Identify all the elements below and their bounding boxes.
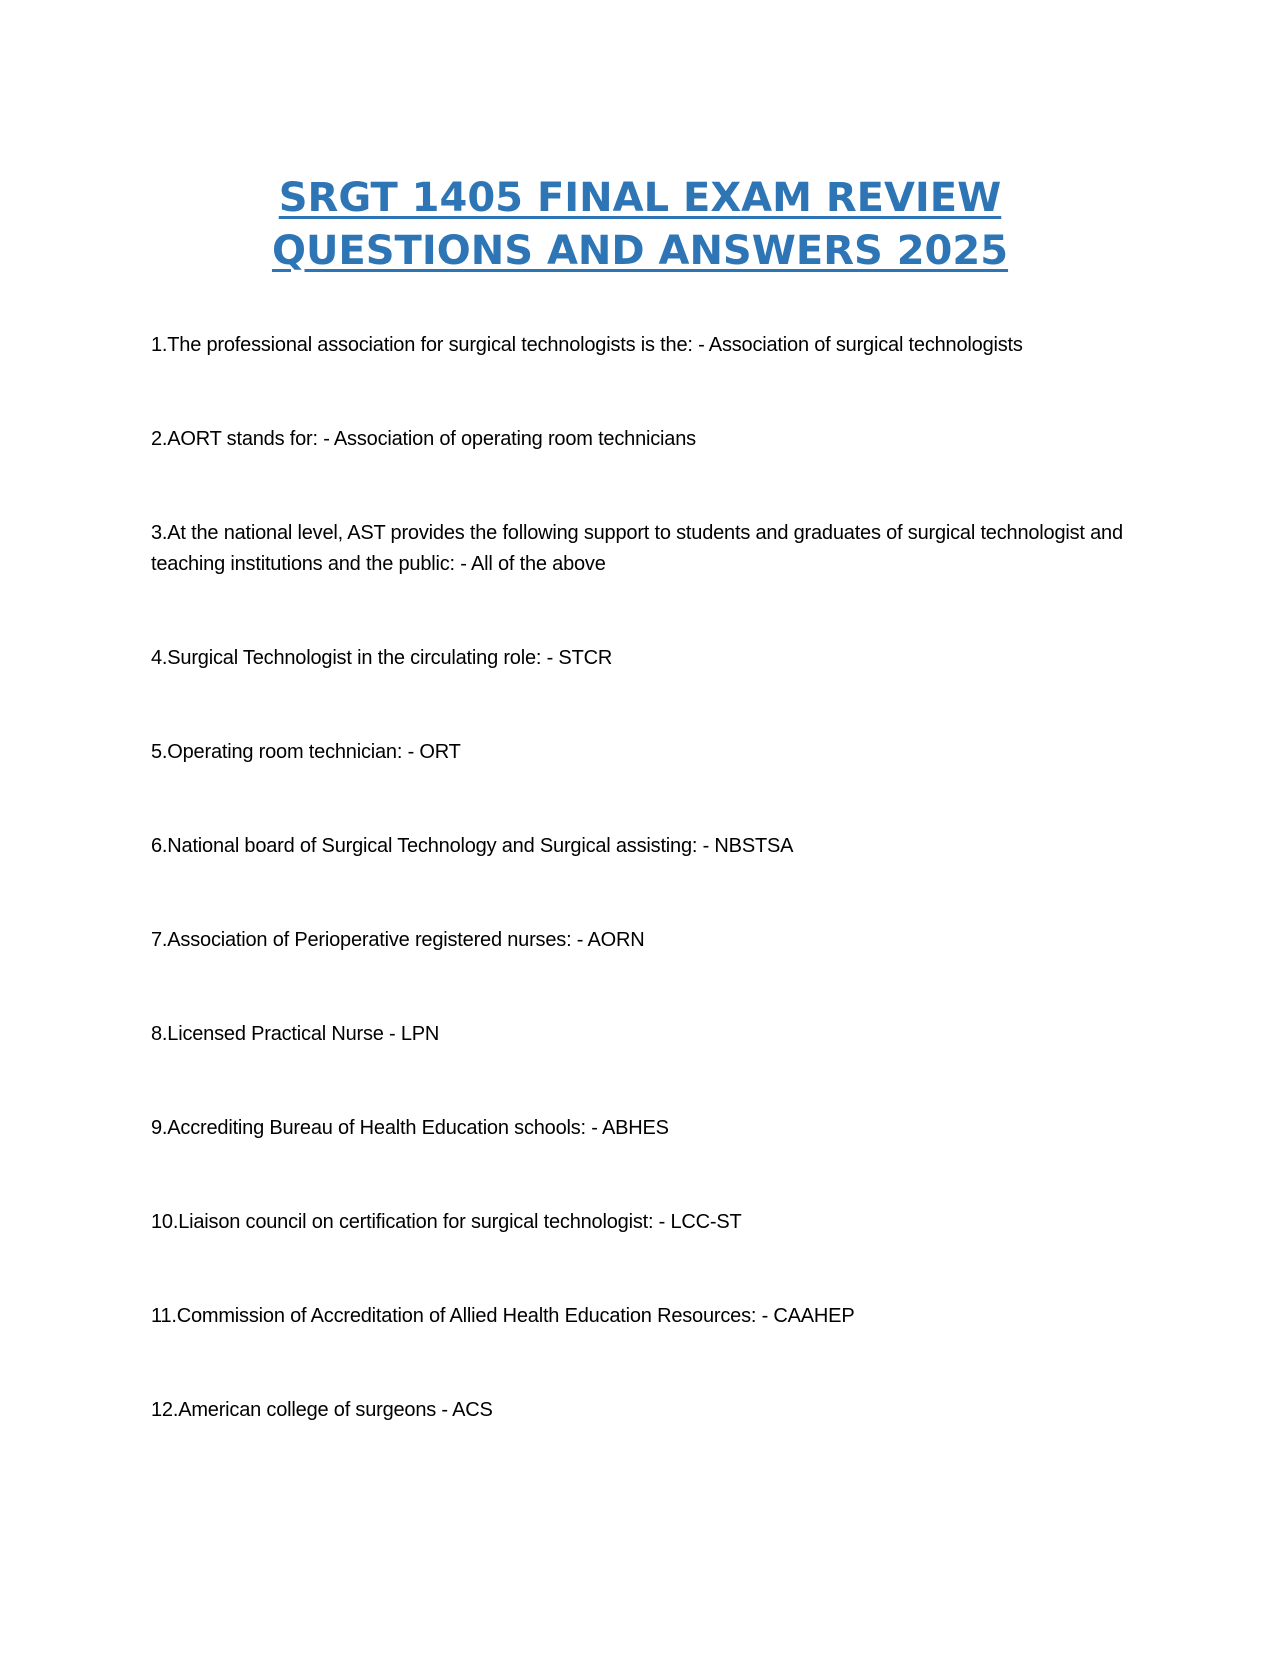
qa-item-6: 6.National board of Surgical Technology and Surgical assisting: - NBSTSA — [151, 835, 794, 857]
qa-item-3: 3.At the national level, AST provides the following support to students and graduates of surgical technologist and teaching institutions and the public: - All of the above — [151, 522, 1123, 575]
qa-item-5: 5.Operating room technician: - ORT — [151, 741, 461, 763]
qa-item-2: 2.AORT stands for: - Association of operating room technicians — [151, 428, 696, 450]
qa-item-7: 7.Association of Perioperative registered nurses: - AORN — [151, 929, 645, 951]
title-line-2: QUESTIONS AND ANSWERS 2025 — [271, 228, 1009, 274]
qa-item-1: 1.The professional association for surgical technologists is the: - Association of surgical technologists — [151, 334, 1023, 356]
page-title — [150, 172, 1130, 278]
question-answer-list — [151, 330, 1131, 1489]
qa-item-9: 9.Accrediting Bureau of Health Education schools: - ABHES — [151, 1117, 669, 1139]
title-line-1: SRGT 1405 FINAL EXAM REVIEW — [278, 175, 1002, 221]
qa-item-8: 8.Licensed Practical Nurse - LPN — [151, 1023, 440, 1045]
qa-item-11: 11.Commission of Accreditation of Allied Health Education Resources: - CAAHEP — [151, 1305, 855, 1327]
qa-item-12: 12.American college of surgeons - ACS — [151, 1399, 493, 1421]
qa-item-10: 10.Liaison council on certification for surgical technologist: - LCC-ST — [151, 1211, 742, 1233]
qa-item-4: 4.Surgical Technologist in the circulating role: - STCR — [151, 647, 613, 669]
